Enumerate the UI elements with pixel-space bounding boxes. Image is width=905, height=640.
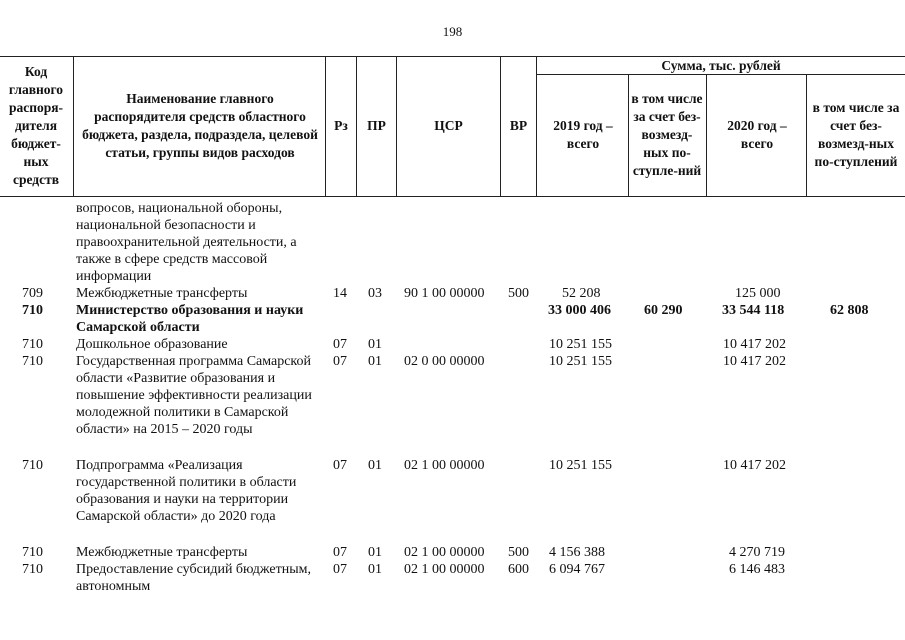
row-code: 710 xyxy=(22,545,43,560)
page-number: 198 xyxy=(442,24,463,39)
header-rz: Рз xyxy=(334,118,348,133)
row-sum-2019: 6 094 767 xyxy=(549,562,605,577)
row-code: 710 xyxy=(22,458,43,473)
col-divider xyxy=(536,56,537,197)
row-rz: 07 xyxy=(333,562,347,577)
row-vr: 600 xyxy=(508,562,529,577)
row-sum-2020: 6 146 483 xyxy=(729,562,785,577)
row-code: 709 xyxy=(22,286,43,301)
row-rz: 07 xyxy=(333,545,347,560)
row-sum-2019: 10 251 155 xyxy=(549,337,612,352)
row-code: 710 xyxy=(22,303,43,318)
row-pr: 01 xyxy=(368,354,382,369)
row-vr: 500 xyxy=(508,286,529,301)
row-rz: 07 xyxy=(333,354,347,369)
row-pr: 01 xyxy=(368,562,382,577)
header-2019-free: в том числе за счет без-возмезд-ных по-ступле-ний xyxy=(631,91,703,178)
col-divider xyxy=(628,74,629,197)
row-code: 710 xyxy=(22,562,43,577)
row-csr: 02 0 00 00000 xyxy=(404,354,485,369)
row-free-2020: 62 808 xyxy=(830,303,869,318)
col-divider xyxy=(706,74,707,197)
row-sum-2020: 33 544 118 xyxy=(722,303,785,318)
header-vr: ВР xyxy=(509,118,528,133)
header-csr: ЦСР xyxy=(434,118,463,133)
row-rz: 07 xyxy=(333,458,347,473)
header-2019-total: 2019 год – всего xyxy=(553,118,613,151)
row-code: 710 xyxy=(22,354,43,369)
row-sum-2020: 10 417 202 xyxy=(723,458,786,473)
header-bottom-border xyxy=(0,196,905,197)
row-csr: 02 1 00 00000 xyxy=(404,545,485,560)
row-sum-2019: 4 156 388 xyxy=(549,545,605,560)
row-name: Дошкольное образование xyxy=(76,337,228,352)
row-sum-2020: 10 417 202 xyxy=(723,354,786,369)
header-code: Код главного распоря-дителя бюджет-ных средств xyxy=(8,64,64,187)
row-csr: 02 1 00 00000 xyxy=(404,562,485,577)
row-free-2019: 60 290 xyxy=(644,303,683,318)
row-csr: 90 1 00 00000 xyxy=(404,286,485,301)
row-sum-2020: 10 417 202 xyxy=(723,337,786,352)
row-pr: 01 xyxy=(368,458,382,473)
row-sum-2019: 10 251 155 xyxy=(549,458,612,473)
header-2020-total: 2020 год – всего xyxy=(727,118,787,151)
row-name: Подпрограмма «Реализация государственной политики в области образования и науки на территории Самарской области» до 2020 года xyxy=(76,458,297,524)
col-divider xyxy=(806,74,807,197)
row-vr: 500 xyxy=(508,545,529,560)
row-name: Министерство образования и науки Самарской области xyxy=(76,303,304,335)
row-name: вопросов, национальной обороны, национальной безопасности и правоохранительной деятельности, а также в сфере средств массовой информации xyxy=(76,201,297,284)
row-sum-2019: 10 251 155 xyxy=(549,354,612,369)
row-sum-2020: 4 270 719 xyxy=(729,545,785,560)
header-sum: Сумма, тыс. рублей xyxy=(661,57,781,73)
row-name: Межбюджетные трансферты xyxy=(76,545,248,560)
row-sum-2019: 52 208 xyxy=(562,286,601,301)
row-name: Государственная программа Самарской области «Развитие образования и повышение эффективности реализации молодежной политики в Самарской области» на 2015 – 2020 годы xyxy=(76,354,312,437)
row-name: Межбюджетные трансферты xyxy=(76,286,248,301)
row-name: Предоставление субсидий бюджетным, автономным xyxy=(76,562,312,594)
row-pr: 01 xyxy=(368,337,382,352)
row-sum-2020: 125 000 xyxy=(735,286,781,301)
row-code: 710 xyxy=(22,337,43,352)
col-divider xyxy=(73,56,74,197)
header-2020-free: в том числе за счет без-возмезд-ных по-ступлений xyxy=(812,100,900,169)
header-name: Наименование главного распорядителя средств областного бюджета, раздела, подраздела, целевой статьи, группы видов расходов xyxy=(82,91,318,160)
header-pr: ПР xyxy=(367,118,386,133)
row-rz: 07 xyxy=(333,337,347,352)
row-csr: 02 1 00 00000 xyxy=(404,458,485,473)
row-pr: 01 xyxy=(368,545,382,560)
row-sum-2019: 33 000 406 xyxy=(548,303,611,318)
row-pr: 03 xyxy=(368,286,382,301)
row-rz: 14 xyxy=(333,286,347,301)
